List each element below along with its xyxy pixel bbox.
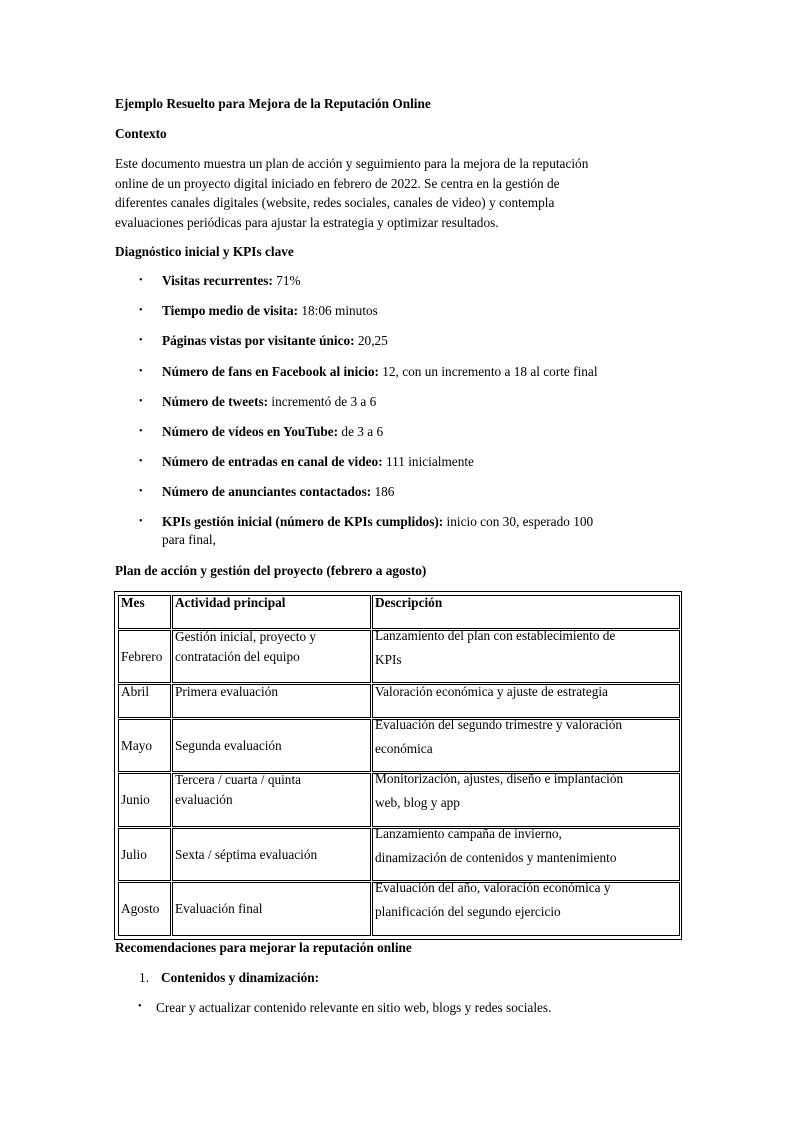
column-header-mes: Mes bbox=[118, 595, 171, 629]
cell-mes: Agosto bbox=[118, 882, 171, 936]
kpi-value: 18:06 minutos bbox=[298, 303, 378, 318]
cell-actividad: Gestión inicial, proyecto y contratación del equipo bbox=[172, 630, 371, 683]
bullet-icon: • bbox=[139, 426, 143, 437]
cell-mes: Junio bbox=[118, 773, 171, 827]
kpi-value: inicio con 30, esperado 100 bbox=[443, 514, 594, 529]
bullet-icon: • bbox=[139, 456, 143, 467]
cell-actividad: Tercera / cuarta / quinta evaluación bbox=[172, 773, 371, 827]
kpi-value: 71% bbox=[272, 273, 301, 288]
kpi-continuation: para final, bbox=[162, 532, 216, 547]
bullet-icon: • bbox=[139, 516, 143, 527]
item-label: Contenidos y dinamización: bbox=[161, 970, 320, 985]
kpi-value: 186 bbox=[371, 484, 395, 499]
column-header-descripcion: Descripción bbox=[372, 595, 680, 629]
cell-actividad: Evaluación final bbox=[172, 882, 371, 936]
cell-descripcion: Evaluación del año, valoración económica y planificación del segundo ejercicio bbox=[372, 882, 680, 936]
cell-descripcion: Lanzamiento campaña de invierno, dinamización de contenidos y mantenimiento bbox=[372, 828, 680, 881]
context-paragraph bbox=[115, 154, 675, 232]
cell-actividad: Sexta / séptima evaluación bbox=[172, 828, 371, 881]
kpi-value: 12, con un incremento a 18 al corte final bbox=[378, 364, 598, 379]
kpi-label: Número de tweets: bbox=[162, 394, 269, 409]
bullet-icon: • bbox=[139, 335, 143, 346]
plan-heading: Plan de acción y gestión del proyecto (febrero a agosto) bbox=[115, 563, 427, 578]
kpi-label: Número de vídeos en YouTube: bbox=[162, 424, 339, 439]
kpi-value: 20,25 bbox=[354, 333, 388, 348]
cell-mes: Mayo bbox=[118, 719, 171, 772]
cell-actividad: Primera evaluación bbox=[172, 684, 371, 718]
bullet-icon: • bbox=[139, 396, 143, 407]
bullet-icon: • bbox=[139, 366, 143, 377]
bullet-icon: • bbox=[138, 1001, 142, 1012]
bullet-icon: • bbox=[139, 486, 143, 497]
cell-descripcion: Monitorización, ajustes, diseño e implantación web, blog y app bbox=[372, 773, 680, 827]
cell-descripcion: Evaluación del segundo trimestre y valoración económica bbox=[372, 719, 680, 772]
kpi-label: Tiempo medio de visita: bbox=[162, 303, 299, 318]
kpi-value: incrementó de 3 a 6 bbox=[268, 394, 377, 409]
cell-mes: Febrero bbox=[118, 630, 171, 683]
kpi-value: de 3 a 6 bbox=[338, 424, 384, 439]
bullet-icon: • bbox=[139, 305, 143, 316]
cell-mes: Abril bbox=[118, 684, 171, 718]
item-number: 1. bbox=[139, 970, 149, 985]
cell-descripcion: Lanzamiento del plan con establecimiento de KPIs bbox=[372, 630, 680, 683]
context-heading: Contexto bbox=[115, 126, 167, 141]
context-line: online de un proyecto digital iniciado en febrero de 2022. Se centra en la gestión de bbox=[115, 175, 560, 191]
cell-mes: Julio bbox=[118, 828, 171, 881]
bullet-icon: • bbox=[139, 275, 143, 286]
recommendation-text: Crear y actualizar contenido relevante en sitio web, blogs y redes sociales. bbox=[156, 1000, 552, 1015]
kpi-label: KPIs gestión inicial (número de KPIs cumplidos): bbox=[162, 514, 444, 529]
context-line: evaluaciones periódicas para ajustar la estrategia y optimizar resultados. bbox=[115, 214, 499, 230]
kpi-value: 111 inicialmente bbox=[382, 454, 474, 469]
plan-table bbox=[114, 591, 682, 940]
kpi-label: Páginas vistas por visitante único: bbox=[162, 333, 355, 348]
kpi-label: Número de entradas en canal de video: bbox=[162, 454, 383, 469]
column-header-actividad: Actividad principal bbox=[172, 595, 371, 629]
kpi-label: Visitas recurrentes: bbox=[162, 273, 273, 288]
diagnostic-heading: Diagnóstico inicial y KPIs clave bbox=[115, 244, 294, 259]
cell-actividad: Segunda evaluación bbox=[172, 719, 371, 772]
kpi-label: Número de fans en Facebook al inicio: bbox=[162, 364, 379, 379]
recommendations-heading: Recomendaciones para mejorar la reputación online bbox=[115, 940, 412, 955]
kpi-label: Número de anunciantes contactados: bbox=[162, 484, 372, 499]
context-line: diferentes canales digitales (website, redes sociales, canales de video) y contempla bbox=[115, 195, 555, 210]
context-line: Este documento muestra un plan de acción y seguimiento para la mejora de la reputación bbox=[115, 156, 589, 171]
cell-descripcion: Valoración económica y ajuste de estrategia bbox=[372, 684, 680, 718]
document-title: Ejemplo Resuelto para Mejora de la Reputación Online bbox=[115, 96, 431, 111]
